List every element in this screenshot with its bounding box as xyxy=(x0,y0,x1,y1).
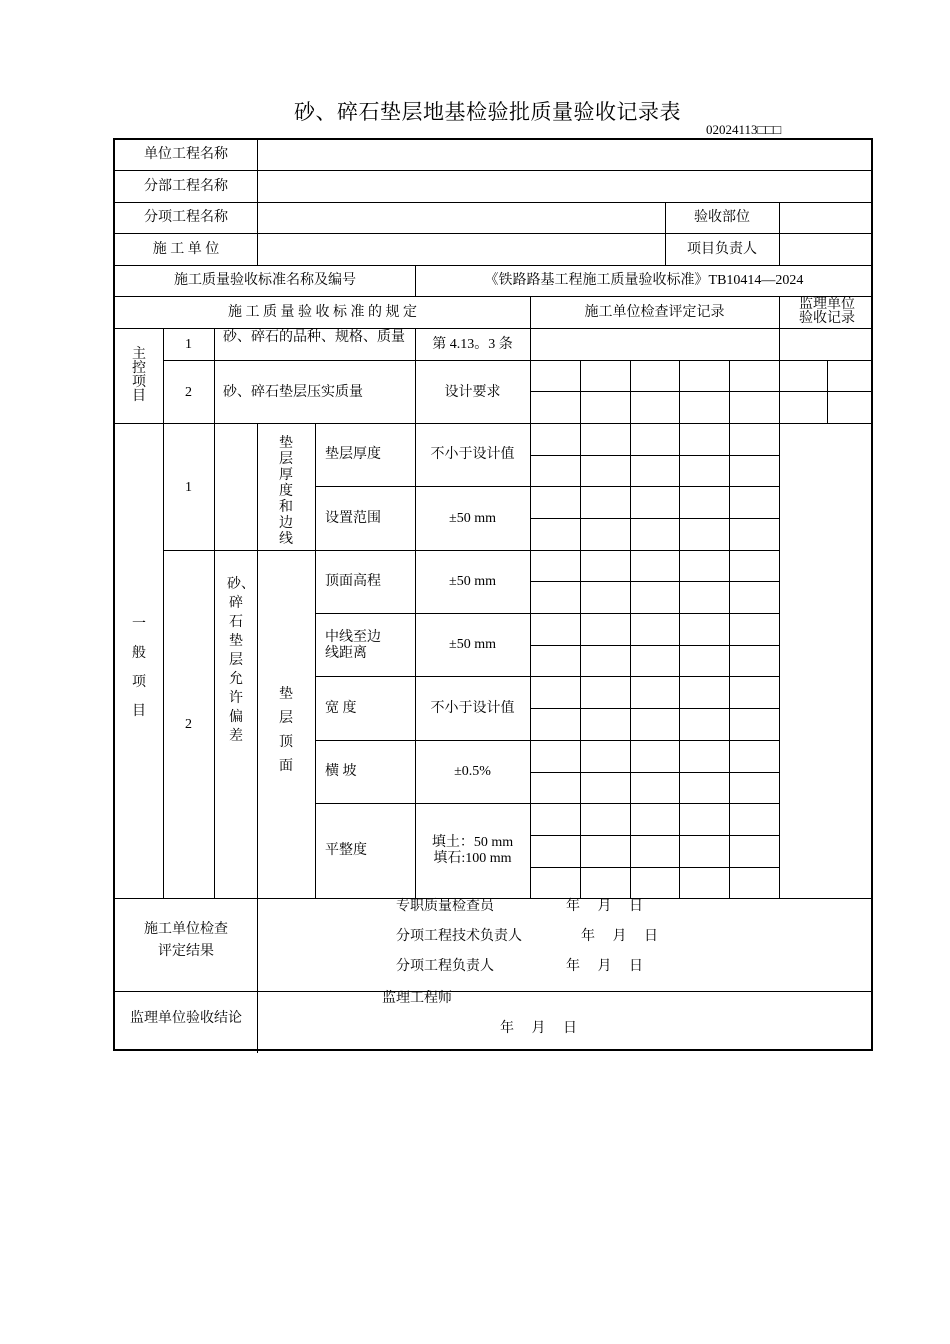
row-rule xyxy=(315,740,779,741)
subitem-project-label: 分项工程名称 xyxy=(144,210,228,225)
row-rule xyxy=(163,550,779,551)
main-control-label: 主控项目 xyxy=(132,347,146,404)
subitem-lead-label: 分项工程负责人 xyxy=(396,959,494,974)
main-item-2-no: 2 xyxy=(185,385,192,400)
main-item-1-req: 第 4.13。3 条 xyxy=(432,337,513,352)
supervisor-date: 年 月 日 xyxy=(500,1021,577,1036)
supervisor-result-label: 监理单位验收结论 xyxy=(130,1011,242,1026)
general-row-width-req: 不小于设计值 xyxy=(430,701,515,716)
col-rule xyxy=(580,360,581,898)
main-item-1-desc: 砂、碎石的品种、规格、质量 xyxy=(223,330,405,345)
form-code: 02024113□□□ xyxy=(706,122,782,137)
quality-inspector-label: 专职质量检查员 xyxy=(396,899,494,914)
allowed-deviation-label: 砂、碎石垫层允许偏差 xyxy=(227,577,255,744)
general-row-centerline-req: ±50 mm xyxy=(449,637,496,652)
main-item-2-desc: 砂、碎石垫层压实质量 xyxy=(223,385,363,400)
supervisor-record-header: 监理单位验收记录 xyxy=(799,297,855,326)
row-rule xyxy=(115,423,873,424)
division-project-label: 分部工程名称 xyxy=(144,179,228,194)
tech-lead-date: 年 月 日 xyxy=(581,929,658,944)
row-rule xyxy=(115,296,873,297)
tech-lead-label: 分项工程技术负责人 xyxy=(396,929,522,944)
acceptance-part-label: 验收部位 xyxy=(694,210,750,225)
general-row-elevation-desc: 顶面高程 xyxy=(325,574,381,589)
general-row-thickness-desc: 垫层厚度 xyxy=(325,447,381,462)
surface-group-label: 垫层顶面 xyxy=(279,687,293,774)
row-rule xyxy=(530,645,779,646)
project-manager-label: 项目负责人 xyxy=(687,242,757,257)
construction-unit-label: 施 工 单 位 xyxy=(152,242,220,257)
general-row-flatness-desc: 平整度 xyxy=(325,843,367,858)
col-rule xyxy=(779,296,780,898)
general-item-1-no: 1 xyxy=(185,480,192,495)
quality-inspector-date: 年 月 日 xyxy=(566,899,643,914)
col-rule xyxy=(415,423,416,898)
col-rule xyxy=(827,360,828,423)
row-rule xyxy=(115,233,873,234)
row-rule xyxy=(530,581,779,582)
col-rule xyxy=(729,360,730,898)
col-rule xyxy=(779,202,780,265)
row-rule xyxy=(315,803,779,804)
col-rule xyxy=(214,423,215,898)
standard-name-label: 施工质量验收标准名称及编号 xyxy=(174,273,356,288)
unit-project-label: 单位工程名称 xyxy=(144,147,228,162)
general-row-slope-desc: 横 坡 xyxy=(325,764,357,779)
col-rule xyxy=(679,360,680,898)
col-rule xyxy=(214,328,215,423)
row-rule xyxy=(530,708,779,709)
col-rule xyxy=(257,898,258,1053)
subitem-lead-date: 年 月 日 xyxy=(566,959,643,974)
row-rule xyxy=(115,170,873,171)
row-rule xyxy=(115,265,873,266)
general-row-flatness-req-rock: 填石:100 mm xyxy=(433,851,512,866)
row-rule xyxy=(115,328,873,329)
col-rule xyxy=(257,423,258,898)
row-rule xyxy=(530,455,779,456)
row-rule xyxy=(315,676,779,677)
main-item-2-req: 设计要求 xyxy=(444,385,501,400)
general-row-thickness-req: 不小于设计值 xyxy=(430,447,515,462)
row-rule xyxy=(315,613,779,614)
thickness-group-label: 垫层厚度和边线 xyxy=(279,436,293,547)
general-row-range-desc: 设置范围 xyxy=(325,511,381,526)
main-item-1-no: 1 xyxy=(185,337,192,352)
standard-name-value: 《铁路路基工程施工质量验收标准》TB10414—2024 xyxy=(484,273,804,288)
page-title: 砂、碎石垫层地基检验批质量验收记录表 xyxy=(294,100,681,124)
row-rule xyxy=(115,898,873,899)
row-rule xyxy=(530,391,873,392)
row-rule xyxy=(315,486,779,487)
contractor-record-header: 施工单位检查评定记录 xyxy=(584,305,725,320)
col-rule xyxy=(530,328,531,898)
acceptance-record-table xyxy=(113,138,873,1051)
supervising-engineer-label: 监理工程师 xyxy=(382,991,452,1006)
row-rule xyxy=(115,991,873,992)
col-rule xyxy=(315,423,316,898)
row-rule xyxy=(115,202,873,203)
general-row-slope-req: ±0.5% xyxy=(454,764,491,779)
general-row-centerline-desc: 中线至边线距离 xyxy=(325,630,381,661)
row-rule xyxy=(530,867,779,868)
col-rule xyxy=(630,360,631,898)
row-rule xyxy=(530,772,779,773)
general-row-flatness-req-fill: 填土：50 mm xyxy=(431,835,514,850)
row-rule xyxy=(530,518,779,519)
row-rule xyxy=(163,360,873,361)
spec-column-header: 施 工 质 量 验 收 标 准 的 规 定 xyxy=(228,305,417,320)
row-rule xyxy=(530,835,779,836)
contractor-result-label-1: 施工单位检查 xyxy=(144,922,228,937)
general-row-width-desc: 宽 度 xyxy=(325,701,357,716)
general-item-2-no: 2 xyxy=(185,717,192,732)
contractor-result-label-2: 评定结果 xyxy=(158,944,214,959)
general-label: 一般项目 xyxy=(132,617,146,719)
general-row-range-req: ±50 mm xyxy=(449,511,496,526)
general-row-elevation-req: ±50 mm xyxy=(449,574,496,589)
col-rule xyxy=(257,140,258,265)
